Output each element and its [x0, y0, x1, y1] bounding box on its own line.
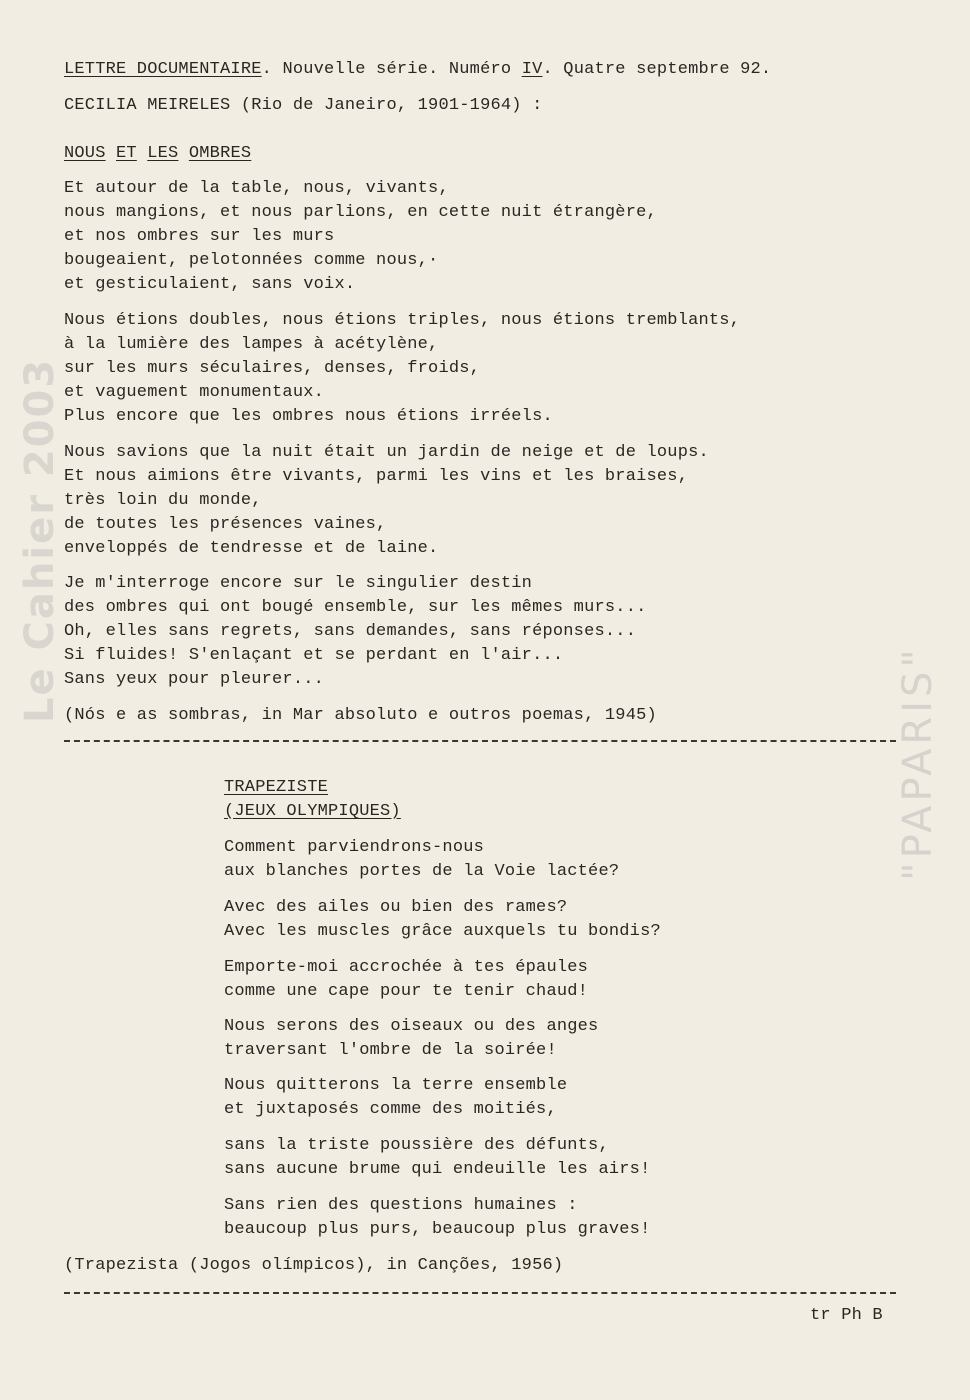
poem1-line: nous mangions, et nous parlions, en cette nuit étrangère, — [64, 203, 657, 222]
poem1-line: et nos ombres sur les murs — [64, 227, 335, 246]
poem2-line: comme une cape pour te tenir chaud! — [224, 982, 589, 1001]
poem2-subtitle: (JEUX OLYMPIQUES) — [224, 802, 401, 821]
header-line — [64, 58, 771, 82]
watermark-left: Le Cahier 2003 — [17, 357, 63, 723]
poem1-line: Sans yeux pour pleurer... — [64, 670, 325, 689]
poem2-line: et juxtaposés comme des moitiés, — [224, 1100, 557, 1119]
issue-text: . Nouvelle série. Numéro — [261, 60, 522, 79]
poem2-title: TRAPEZISTE — [224, 778, 329, 797]
poem1-line: Et nous aimions être vivants, parmi les vins et les braises, — [64, 467, 689, 486]
poem1-line: et gesticulaient, sans voix. — [64, 275, 356, 294]
separator-line — [64, 740, 896, 742]
poem1-line: Et autour de la table, nous, vivants, — [64, 179, 449, 198]
poem2-line: Comment parviendrons-nous — [224, 838, 485, 857]
poem2-line: beaucoup plus purs, beaucoup plus graves! — [224, 1220, 651, 1239]
issue-number: IV — [521, 60, 543, 79]
poem1-line: enveloppés de tendresse et de laine. — [64, 539, 439, 558]
poem1-line: Oh, elles sans regrets, sans demandes, sans réponses... — [64, 622, 637, 641]
poem2-line: Nous quitterons la terre ensemble — [224, 1076, 568, 1095]
poem1-title: NOUS ET LES OMBRES — [64, 144, 252, 163]
poem1-line: et vaguement monumentaux. — [64, 383, 325, 402]
poem2-source: (Trapezista (Jogos olímpicos), in Canções, 1956) — [64, 1256, 564, 1275]
publication-name: LETTRE DOCUMENTAIRE — [64, 60, 262, 79]
author-line: CECILIA MEIRELES (Rio de Janeiro, 1901-1964) : — [64, 96, 543, 115]
poem2-line: Nous serons des oiseaux ou des anges — [224, 1017, 599, 1036]
poem2-line: sans la triste poussière des défunts, — [224, 1136, 609, 1155]
poem2-line: traversant l'ombre de la soirée! — [224, 1041, 557, 1060]
poem2-line: Emporte-moi accrochée à tes épaules — [224, 958, 589, 977]
poem2-line: Avec des ailes ou bien des rames? — [224, 898, 568, 917]
poem2-line: Sans rien des questions humaines : — [224, 1196, 578, 1215]
poem1-line: Nous savions que la nuit était un jardin de neige et de loups. — [64, 443, 709, 462]
poem2-line: aux blanches portes de la Voie lactée? — [224, 862, 620, 881]
poem1-line: de toutes les présences vaines, — [64, 515, 387, 534]
poem1-line: des ombres qui ont bougé ensemble, sur les mêmes murs... — [64, 598, 647, 617]
poem1-line: Si fluides! S'enlaçant et se perdant en l'air... — [64, 646, 564, 665]
poem1-line: à la lumière des lampes à acétylène, — [64, 335, 439, 354]
translator-credit: tr Ph B — [810, 1306, 883, 1325]
poem2-line: sans aucune brume qui endeuille les airs! — [224, 1160, 651, 1179]
poem1-line: bougeaient, pelotonnées comme nous,· — [64, 251, 439, 270]
watermark-right: "PAPARIS" — [894, 645, 941, 881]
poem1-line: sur les murs séculaires, denses, froids, — [64, 359, 481, 378]
poem1-line: très loin du monde, — [64, 491, 262, 510]
poem2-line: Avec les muscles grâce auxquels tu bondis? — [224, 922, 661, 941]
separator-line — [64, 1292, 896, 1294]
poem1-line: Nous étions doubles, nous étions triples, nous étions tremblants, — [64, 311, 741, 330]
poem1-source: (Nós e as sombras, in Mar absoluto e outros poemas, 1945) — [64, 706, 657, 725]
poem1-line: Je m'interroge encore sur le singulier destin — [64, 574, 533, 593]
issue-date: . Quatre septembre 92. — [542, 60, 772, 79]
poem1-line: Plus encore que les ombres nous étions irréels. — [64, 407, 553, 426]
